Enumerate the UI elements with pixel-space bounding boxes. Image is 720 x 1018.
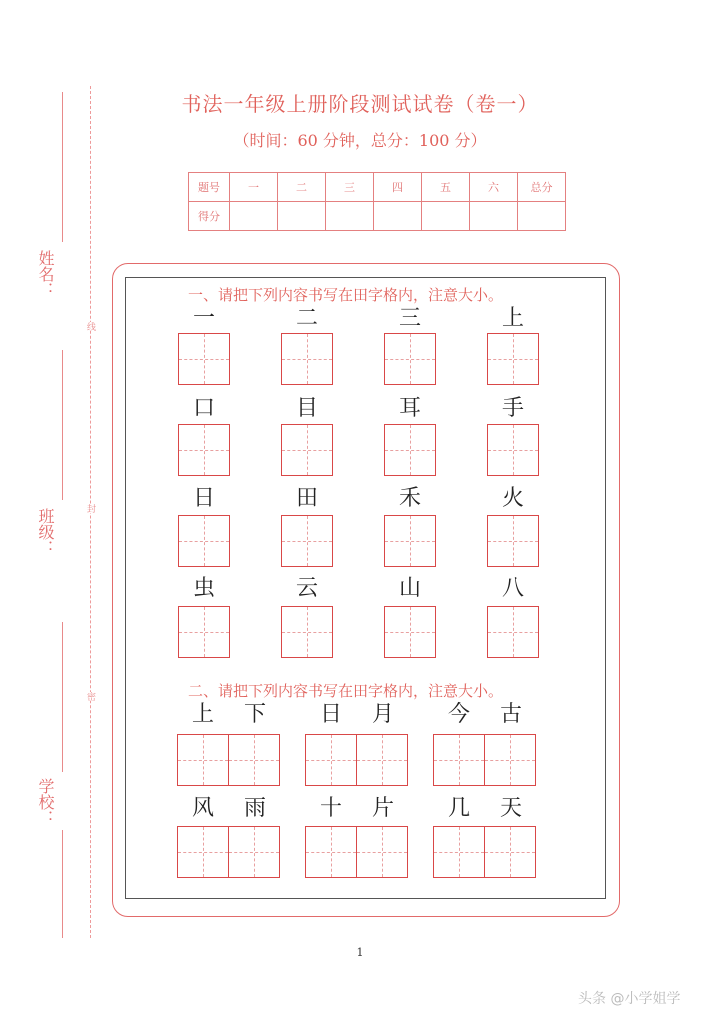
model-char: 云 — [295, 576, 318, 601]
tian-grid-box[interactable] — [305, 734, 357, 786]
model-char: 下 — [243, 702, 266, 727]
model-char: 十 — [319, 796, 342, 821]
page-number: 1 — [356, 946, 364, 959]
model-char: 八 — [501, 576, 524, 601]
model-char: 耳 — [398, 396, 421, 421]
tian-grid-box[interactable] — [178, 606, 230, 658]
model-char: 雨 — [243, 796, 266, 821]
tian-grid-box[interactable] — [178, 515, 230, 567]
score-cell: 三 — [326, 173, 374, 202]
tian-grid-box[interactable] — [228, 826, 280, 878]
model-char: 风 — [191, 796, 214, 821]
score-input-cell[interactable] — [374, 202, 422, 231]
score-input-cell[interactable] — [422, 202, 470, 231]
seal-mark-feng: 封 — [85, 504, 95, 513]
tian-grid-box[interactable] — [356, 826, 408, 878]
model-char: 天 — [499, 796, 522, 821]
score-input-cell[interactable] — [518, 202, 566, 231]
model-char: 虫 — [192, 576, 215, 601]
tian-grid-box[interactable] — [487, 333, 539, 385]
tian-grid-box[interactable] — [281, 424, 333, 476]
tian-grid-box[interactable] — [281, 515, 333, 567]
model-char: 田 — [295, 486, 318, 511]
page-subtitle: （时间：60 分钟，总分：100 分） — [233, 131, 487, 150]
score-value-row — [189, 202, 566, 231]
tian-grid-box[interactable] — [484, 826, 536, 878]
score-cell: 一 — [230, 173, 278, 202]
score-input-cell[interactable] — [326, 202, 374, 231]
score-input-cell[interactable] — [470, 202, 518, 231]
section1-title: 一、请把下列内容书写在田字格内，注意大小。 — [188, 286, 504, 304]
model-word — [177, 702, 281, 728]
binding-line — [62, 350, 63, 500]
score-cell: 五 — [422, 173, 470, 202]
model-char: 上 — [191, 702, 214, 727]
score-cell: 得分 — [189, 202, 230, 231]
name-label: 姓名： — [36, 250, 55, 298]
model-char: 口 — [192, 396, 215, 421]
model-char: 日 — [192, 486, 215, 511]
tian-grid-box[interactable] — [305, 826, 357, 878]
model-char: 日 — [319, 702, 342, 727]
model-char: 二 — [295, 306, 318, 331]
model-char: 古 — [499, 702, 522, 727]
school-label: 学校： — [36, 778, 55, 826]
model-char: 山 — [398, 576, 421, 601]
page-title: 书法一年级上册阶段测试试卷（卷一） — [181, 92, 539, 116]
model-char: 今 — [447, 702, 470, 727]
score-cell: 六 — [470, 173, 518, 202]
tian-grid-box[interactable] — [487, 606, 539, 658]
model-word — [433, 796, 537, 822]
seal-mark-mi: 密 — [85, 692, 95, 701]
tian-grid-box[interactable] — [178, 333, 230, 385]
tian-grid-box[interactable] — [177, 826, 229, 878]
score-table — [188, 172, 566, 231]
tian-grid-box[interactable] — [384, 424, 436, 476]
model-word — [305, 796, 409, 822]
watermark: 头条 @小学姐学 — [578, 991, 681, 1007]
score-header-row — [189, 173, 566, 202]
score-cell: 总分 — [518, 173, 566, 202]
model-char: 片 — [371, 796, 394, 821]
tian-grid-box[interactable] — [487, 424, 539, 476]
tian-grid-box[interactable] — [484, 734, 536, 786]
model-char: 火 — [501, 486, 524, 511]
binding-line — [62, 622, 63, 772]
tian-grid-box[interactable] — [177, 734, 229, 786]
score-input-cell[interactable] — [230, 202, 278, 231]
score-cell: 四 — [374, 173, 422, 202]
score-cell: 二 — [278, 173, 326, 202]
tian-grid-box[interactable] — [178, 424, 230, 476]
seal-mark-xian: 线 — [85, 322, 95, 331]
tian-grid-box[interactable] — [433, 826, 485, 878]
model-char: 一 — [192, 306, 215, 331]
tian-grid-box[interactable] — [281, 333, 333, 385]
tian-grid-box[interactable] — [433, 734, 485, 786]
model-char: 上 — [501, 306, 524, 331]
binding-line — [62, 830, 63, 938]
model-word — [433, 702, 537, 728]
class-label: 班级： — [36, 508, 55, 556]
tian-grid-box[interactable] — [384, 333, 436, 385]
model-char: 几 — [447, 796, 470, 821]
model-char: 三 — [398, 306, 421, 331]
model-word — [305, 702, 409, 728]
model-word — [177, 796, 281, 822]
section2-title: 二、请把下列内容书写在田字格内，注意大小。 — [188, 682, 504, 700]
tian-grid-box[interactable] — [384, 515, 436, 567]
model-char: 手 — [501, 396, 524, 421]
tian-grid-box[interactable] — [384, 606, 436, 658]
score-cell: 题号 — [189, 173, 230, 202]
tian-grid-box[interactable] — [281, 606, 333, 658]
model-char: 禾 — [398, 486, 421, 511]
model-char: 目 — [295, 396, 318, 421]
tian-grid-box[interactable] — [228, 734, 280, 786]
score-input-cell[interactable] — [278, 202, 326, 231]
tian-grid-box[interactable] — [487, 515, 539, 567]
model-char: 月 — [371, 702, 394, 727]
tian-grid-box[interactable] — [356, 734, 408, 786]
